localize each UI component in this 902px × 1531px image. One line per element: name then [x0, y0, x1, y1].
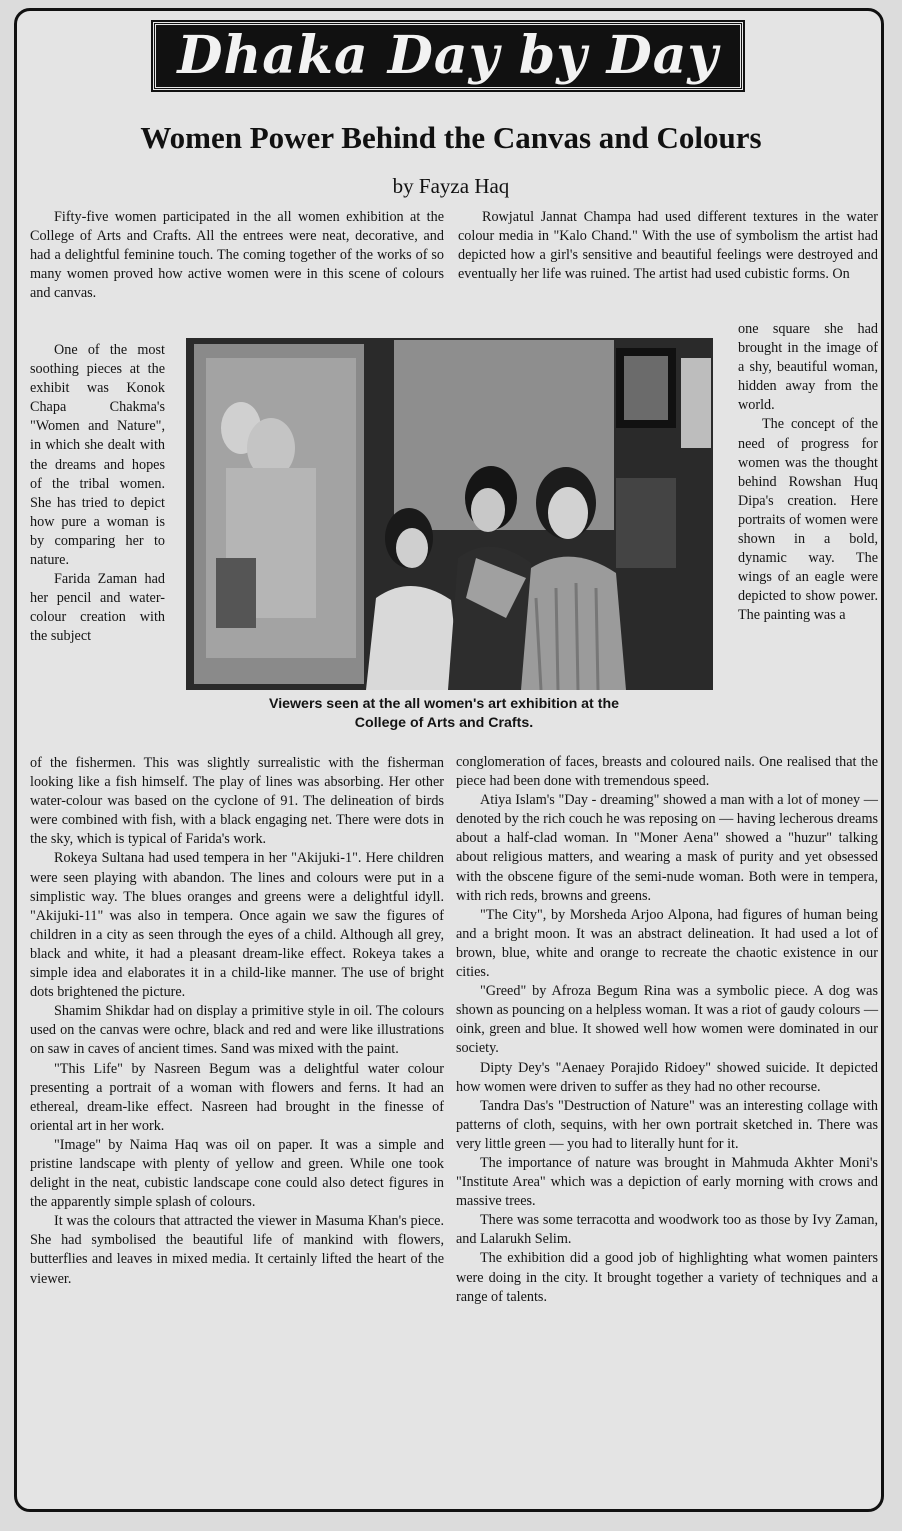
- paragraph: "Image" by Naima Haq was oil on paper. It was a simple and pristine landscape with plenty of yellow and green. While one took delight in the neat, cubistic landscape cone could also detect figures in the apparently simple splash of colours.: [30, 1136, 444, 1211]
- paragraph: The importance of nature was brought in Mahmuda Akhter Moni's "Institute Area" which was a depiction of early morning with crows and massive trees.: [456, 1154, 878, 1210]
- paragraph: "The City", by Morsheda Arjoo Alpona, had figures of human being and a bright moon. It was an abstract delineation. It had used a lot of brown, blue, white and orange to recreate the chaotic existence in our cities.: [456, 906, 878, 981]
- paragraph: Rowjatul Jannat Champa had used different textures in the water colour media in "Kalo Chand." With the use of symbolism the artist had depicted how a girl's sensitive and beautiful feelings were destroyed and eventually her life was ruined. The artist had used cubistic forms. On: [458, 209, 878, 283]
- narrow-right-column: [738, 320, 878, 626]
- paragraph: one square she had brought in the image of a shy, beautiful woman, hidden away from the world.: [738, 321, 878, 414]
- paragraph: Rokeya Sultana had used tempera in her "Akijuki-1". Here children were seen playing with abandon. The lines and colours were put in a simplistic way. The blues oranges and greens were a delightful idyll. "Akijuki-11" was also in tempera. Once again we saw the figures of children in a city as seen through the eyes of a child. Although all grey, black and white, it had a pleasant dream-like effect. Rokeya takes a simple idea and elaborates it in a child-like manner. The use of bright dots brightened the picture.: [30, 850, 444, 1001]
- narrow-left-column: [30, 341, 165, 647]
- paragraph: "This Life" by Nasreen Begum was a delightful water colour presenting a portrait of a woman with flowers and ferns. It had an ethereal, dream-like effect. Nasreen had brought in the finesse of oriental art in her work.: [30, 1060, 444, 1134]
- paragraph: Shamim Shikdar had on display a primitive style in oil. The colours used on the canvas were ochre, black and red and were like illustrations on saw in caves of ancient times. Sand was mixed with the paint.: [30, 1003, 444, 1058]
- headline: Women Power Behind the Canvas and Colours: [140, 120, 762, 155]
- paragraph: The exhibition did a good job of highlighting what women painters were doing in the city. It brought together a variety of techniques and a range of talents.: [456, 1250, 878, 1305]
- caption-line: College of Arts and Crafts.: [354, 715, 534, 731]
- masthead-title: Dhaka Day by Day: [177, 25, 719, 86]
- paragraph: Tandra Das's "Destruction of Nature" was an interesting collage with patterns of cloth, sequins, with her own portrait sketched in. There was very little green — you had to literally hunt for it.: [456, 1097, 878, 1152]
- paragraph: The concept of the need of progress for women was the thought behind Rowshan Huq Dipa's creation. Here portraits of women were shown in a bold, dynamic way. The wings of an eagle were depicted to show power. The painting was a: [738, 416, 878, 624]
- top-left-column: [30, 208, 444, 303]
- paragraph: It was the colours that attracted the viewer in Masuma Khan's piece. She had symbolised the beautiful life of mankind with flowers, butterflies and leaves in mixed media. It certainly lifted the heart of the viewer.: [30, 1213, 444, 1287]
- paragraph: Fifty-five women participated in the all women exhibition at the College of Arts and Crafts. All the entrees were neat, decorative, and had a delightful feminine touch. The coming together of the works of so many women proved how active women were in this scene of colours and canvas.: [30, 209, 444, 302]
- masthead: [153, 22, 743, 90]
- byline: by Fayza Haq: [392, 174, 510, 198]
- photo-caption: [170, 695, 718, 733]
- paragraph: conglomeration of faces, breasts and coloured nails. One realised that the piece had been done with tremendous speed.: [456, 754, 878, 790]
- paragraph: "Greed" by Afroza Begum Rina was a symbolic piece. A dog was shown as pouncing on a helpless woman. It was a riot of gaudy colours — oink, green and blue. It showed well how women were dominated in our society.: [456, 983, 879, 1057]
- caption-line: Viewers seen at the all women's art exhibition at the: [268, 696, 620, 712]
- exhibition-photo: [186, 338, 713, 690]
- bottom-left-column: [30, 754, 444, 1289]
- paragraph: of the fishermen. This was slightly surrealistic with the fisherman looking like a fish himself. The play of lines was absorbing. Her other water-colour was based on the cyclone of 91. The delineation of birds were combined with fish, with a black engaging net. There were dots in the sky, which is typical of Farida's work.: [30, 755, 444, 848]
- top-right-column: [458, 208, 878, 284]
- bottom-right-column: [456, 753, 878, 1307]
- paragraph: Atiya Islam's "Day - dreaming" showed a man with a lot of money — denoted by the rich couch he was reposing on — having lecherous dreams about a half-clad woman. In "Moner Aena" showed a "huzur" talking about religious matters, and wearing a mask of purity and yet obsessed with the obscene figure of the semi-nude woman. Both were in tempera, with rich reds, browns and greens.: [456, 792, 878, 904]
- paragraph: Dipty Dey's "Aenaey Porajido Ridoey" showed suicide. It depicted how women were driven to suffer as they had no other recourse.: [456, 1059, 878, 1095]
- paragraph: Farida Zaman had her pencil and water-colour creation with the subject: [30, 571, 165, 645]
- paragraph: There was some terracotta and woodwork too as those by Ivy Zaman, and Lalarukh Selim.: [456, 1212, 878, 1248]
- paragraph: One of the most soothing pieces at the exhibit was Konok Chapa Chakma's "Women and Nature", in which she dealt with the dreams and hopes of the tribal women. She has tried to depict how pure a woman is by comparing her to nature.: [30, 342, 165, 569]
